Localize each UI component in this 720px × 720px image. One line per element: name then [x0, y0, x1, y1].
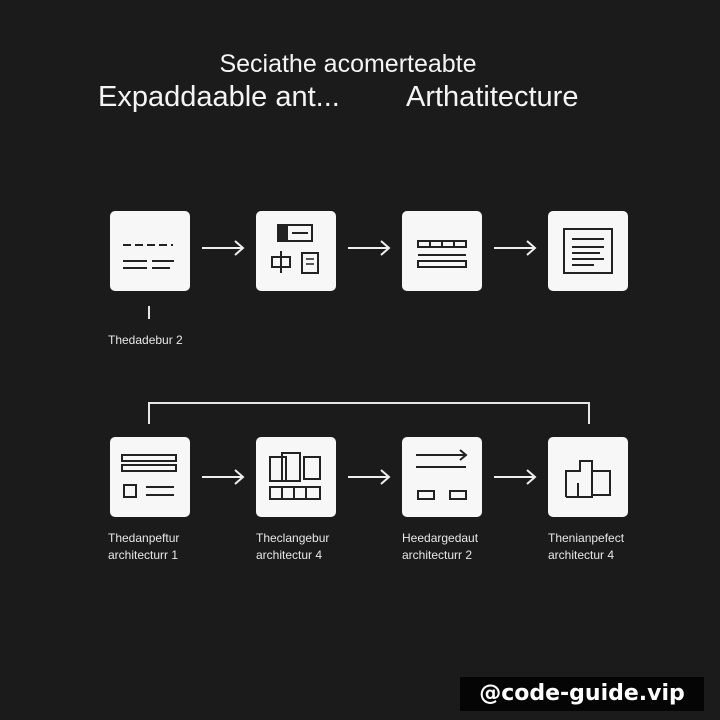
node-1-4: [548, 211, 628, 291]
row2-caption-3: [402, 530, 478, 564]
node-1-3: [402, 211, 482, 291]
node-1-2: [256, 211, 336, 291]
row2-caption-4: [548, 530, 624, 564]
caption-line: architecturr 2: [402, 548, 473, 562]
caption-line: architectur 4: [548, 548, 615, 562]
diagram-title-line2-right: Arthatitecture: [406, 81, 579, 113]
layout-blocks-icon: [256, 211, 336, 291]
caption-line: architecturr 1: [108, 548, 179, 562]
caption-line: Thenianpefect: [548, 531, 625, 545]
caption-line: Heedargedaut: [402, 531, 479, 545]
stacked-panels-icon: [256, 437, 336, 517]
row2-caption-2: [256, 530, 329, 564]
arrow-right-icon: [494, 469, 538, 485]
node-1-1: [110, 211, 190, 291]
arrow-right-icon: [202, 469, 246, 485]
group-bracket: [148, 402, 592, 426]
watermark: @code-guide.vip: [460, 677, 704, 711]
diagram-title-line2-left: Expaddaable ant...: [98, 81, 340, 113]
arrow-right-icon: [202, 240, 246, 256]
node-2-1: [110, 437, 190, 517]
caption-line: Theclangebur: [256, 531, 330, 545]
page-layout-icon: [110, 437, 190, 517]
nested-blocks-icon: [548, 437, 628, 517]
node-2-4: [548, 437, 628, 517]
document-panel-icon: [548, 211, 628, 291]
caption-line: architectur 4: [256, 548, 323, 562]
segmented-bars-icon: [402, 211, 482, 291]
arrow-right-icon: [348, 240, 392, 256]
arrow-right-icon: [348, 469, 392, 485]
row2-caption-1: [108, 530, 179, 564]
arrow-right-icon: [494, 240, 538, 256]
dashed-lines-icon: [110, 211, 190, 291]
form-with-buttons-icon: [402, 437, 482, 517]
node-2-3: [402, 437, 482, 517]
node-2-2: [256, 437, 336, 517]
diagram-title-line1: Seciathe acomerteabte: [219, 50, 477, 78]
caption-line: Thedanpeftur: [108, 531, 180, 545]
connector-tick: [148, 306, 150, 319]
row1-caption: Thedadebur 2: [108, 333, 183, 347]
